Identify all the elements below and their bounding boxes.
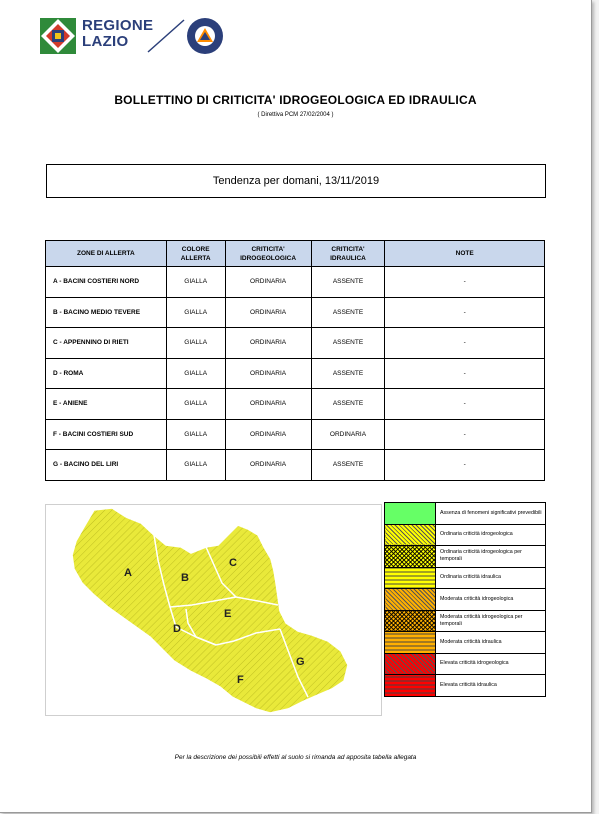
bulletin-subtitle: ( Direttiva PCM 27/02/2004 )	[257, 112, 334, 118]
legend-swatch	[385, 675, 436, 697]
cell-color: GIALLA	[166, 297, 225, 328]
cell-hydro: ORDINARIA	[225, 267, 311, 298]
cell-color: GIALLA	[166, 267, 225, 298]
lazio-map-svg	[46, 505, 381, 715]
legend-label: Elevata criticità idraulica	[436, 675, 546, 697]
cell-hydraulic: ORDINARIA	[311, 419, 385, 450]
cell-color: GIALLA	[166, 450, 225, 481]
bulletin-title: BOLLETTINO DI CRITICITA' IDROGEOLOGICA ED IDRAULICA	[114, 93, 477, 107]
legend-row	[385, 589, 546, 611]
cell-hydraulic: ASSENTE	[311, 297, 385, 328]
lazio-region-shape	[72, 508, 348, 713]
legend-row	[385, 503, 546, 525]
legend-swatch	[385, 567, 436, 589]
lazio-alert-map	[45, 504, 382, 716]
region-name-line1: REGIONE	[82, 17, 154, 34]
trend-box	[46, 164, 546, 198]
legend-label: Ordinaria criticità idraulica	[436, 567, 546, 589]
zone-label-d: D	[173, 623, 181, 635]
header-logos	[38, 16, 238, 56]
cell-hydro: ORDINARIA	[225, 419, 311, 450]
table-row	[46, 267, 545, 298]
cell-hydro: ORDINARIA	[225, 297, 311, 328]
col-header-hydro: CRITICITA' IDROGEOLOGICA	[225, 241, 311, 267]
table-row	[46, 297, 545, 328]
logo-divider-icon	[146, 16, 186, 56]
cell-notes: -	[385, 267, 545, 298]
cell-zone: A - BACINI COSTIERI NORD	[46, 267, 167, 298]
table-row	[46, 358, 545, 389]
legend-swatch	[385, 589, 436, 611]
regione-lazio-emblem-icon	[38, 16, 78, 56]
table-row	[46, 328, 545, 359]
protezione-civile-logo-icon	[186, 17, 224, 55]
cell-hydraulic: ASSENTE	[311, 358, 385, 389]
cell-notes: -	[385, 450, 545, 481]
cell-zone: D - ROMA	[46, 358, 167, 389]
col-header-zone: ZONE DI ALLERTA	[46, 241, 167, 267]
legend-label: Moderata criticità idrogeologica	[436, 589, 546, 611]
zone-label-e: E	[224, 608, 232, 620]
legend-swatch	[385, 632, 436, 654]
legend-row	[385, 632, 546, 654]
cell-hydro: ORDINARIA	[225, 450, 311, 481]
legend-row	[385, 675, 546, 697]
cell-color: GIALLA	[166, 328, 225, 359]
zone-label-a: A	[124, 567, 132, 579]
cell-color: GIALLA	[166, 389, 225, 420]
legend-swatch	[385, 653, 436, 675]
cell-notes: -	[385, 358, 545, 389]
legend-row	[385, 546, 546, 568]
legend-swatch	[385, 610, 436, 632]
cell-notes: -	[385, 328, 545, 359]
legend-label: Ordinaria criticità idrogeologica per temporali	[436, 546, 546, 568]
legend-label: Moderata criticità idraulica	[436, 632, 546, 654]
table-row	[46, 450, 545, 481]
cell-hydro: ORDINARIA	[225, 389, 311, 420]
zone-label-c: C	[229, 557, 237, 569]
legend-swatch	[385, 524, 436, 546]
cell-hydraulic: ASSENTE	[311, 450, 385, 481]
legend-label: Assenza di fenomeni significativi prevedibili	[436, 503, 546, 525]
cell-zone: C - APPENNINO DI RIETI	[46, 328, 167, 359]
cell-zone: B - BACINO MEDIO TEVERE	[46, 297, 167, 328]
legend-row	[385, 653, 546, 675]
cell-hydraulic: ASSENTE	[311, 267, 385, 298]
trend-text: Tendenza per domani, 13/11/2019	[212, 175, 380, 187]
legend-swatch	[385, 503, 436, 525]
cell-notes: -	[385, 419, 545, 450]
legend-row	[385, 567, 546, 589]
legend-label: Elevata criticità idrogeologica	[436, 653, 546, 675]
alert-zones-table	[45, 240, 545, 481]
footer-note: Per la descrizione dei possibili effetti al suolo si rimanda ad apposita tabella allegata	[174, 754, 417, 761]
zone-label-b: B	[181, 572, 189, 584]
legend-label: Ordinaria criticità idrogeologica	[436, 524, 546, 546]
cell-zone: E - ANIENE	[46, 389, 167, 420]
table-row	[46, 389, 545, 420]
legend-row	[385, 524, 546, 546]
legend-swatch	[385, 546, 436, 568]
zone-label-g: G	[296, 656, 305, 668]
col-header-color: COLORE ALLERTA	[166, 241, 225, 267]
cell-hydro: ORDINARIA	[225, 358, 311, 389]
col-header-notes: NOTE	[385, 241, 545, 267]
cell-color: GIALLA	[166, 358, 225, 389]
cell-notes: -	[385, 297, 545, 328]
col-header-hydraulic: CRITICITA' IDRAULICA	[311, 241, 385, 267]
legend-label: Moderata criticità idrogeologica per temporali	[436, 610, 546, 632]
cell-hydraulic: ASSENTE	[311, 328, 385, 359]
region-name-line2: LAZIO	[82, 33, 129, 50]
zone-label-f: F	[237, 674, 244, 686]
table-row	[46, 419, 545, 450]
cell-hydraulic: ASSENTE	[311, 389, 385, 420]
legend-table	[384, 502, 546, 697]
cell-notes: -	[385, 389, 545, 420]
cell-hydro: ORDINARIA	[225, 328, 311, 359]
region-name	[82, 18, 153, 50]
cell-zone: F - BACINI COSTIERI SUD	[46, 419, 167, 450]
cell-color: GIALLA	[166, 419, 225, 450]
table-header-row	[46, 241, 545, 267]
legend-row	[385, 610, 546, 632]
cell-zone: G - BACINO DEL LIRI	[46, 450, 167, 481]
